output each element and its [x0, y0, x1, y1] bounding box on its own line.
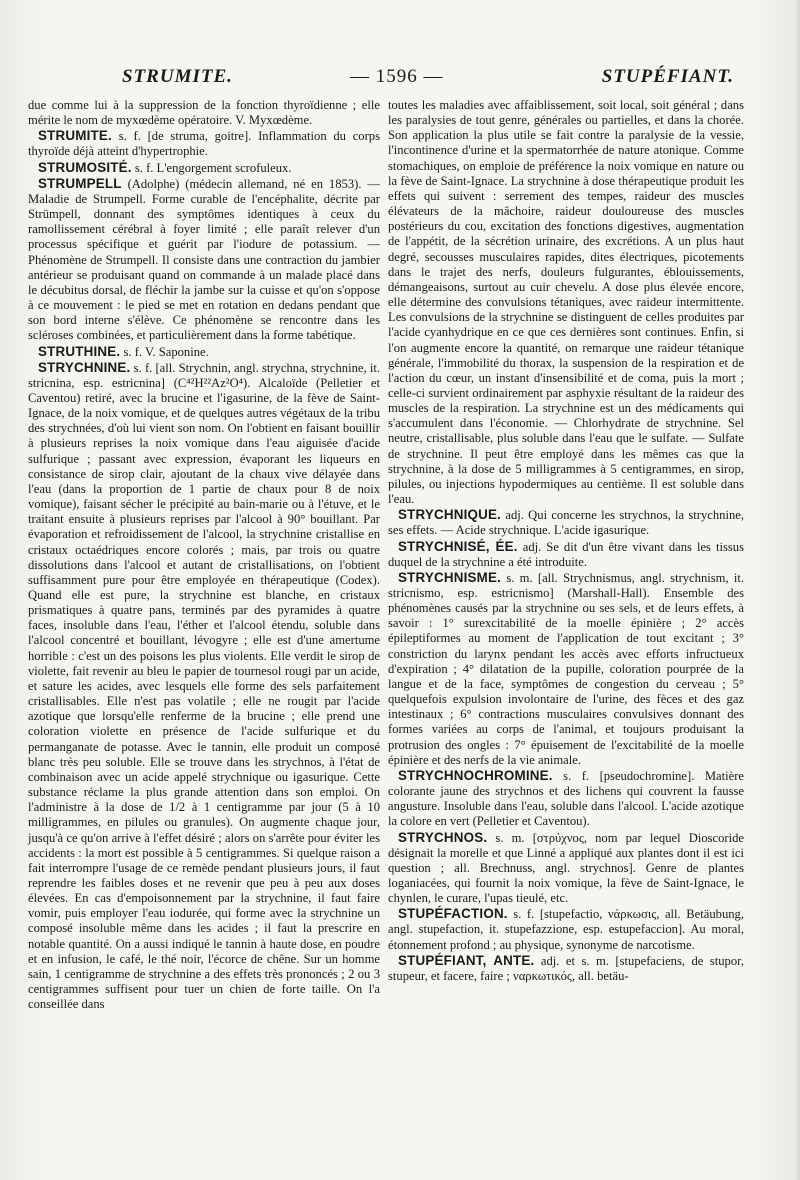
dictionary-entry	[388, 507, 744, 538]
page-edge-shadow	[794, 0, 800, 1180]
page-header	[30, 66, 778, 92]
entry-text: s. f. L'engorgement scrofuleux.	[131, 160, 292, 175]
dictionary-entry	[388, 539, 744, 570]
entry-headword: STUPÉFIANT, ANTE.	[398, 952, 535, 968]
left-column	[28, 98, 380, 1012]
entry-text: due comme lui à la suppression de la fonction thyroïdienne ; elle mérite le nom de myxœdème opératoire. V. Myxœdème.	[28, 98, 380, 128]
running-head-right: STUPÉFIANT.	[601, 66, 734, 87]
dictionary-entry	[388, 830, 744, 907]
dictionary-entry	[28, 128, 380, 159]
entry-headword: STRUMITE.	[38, 128, 112, 144]
entry-headword: STRYCHNISME.	[398, 569, 502, 585]
dictionary-entry	[388, 570, 744, 768]
entry-text: s. m. [all. Strychnismus, angl. strychnism, it. stricnismo, esp. estricnismo] (Marshall-Hall). Ensemble des phénomènes causés par la strychnine ou ses sels, et de leurs effets, à savoir : 1° surexcitabilité de la moelle épinière ; 2° accès épileptiformes au moment de l'application de tout excitant ; 3° constriction du larynx pendant les accès avec efforts infructueux d'expiration ; 4° dilatation de la pupille, coloration pourprée de la langue et de la face, symptômes de congestion du cerveau ; 5° quelquefois expulsion involontaire de l'urine, des fèces et des gaz intestinaux ; 6° contractions musculaires convulsives donnant des formes variées au corps de l'animal, et toujours produisant la protrusion des ongles : 7° épuisement de l'excitabilité de la moelle épinière et des nerfs de la vie animale.	[388, 570, 744, 767]
page-number: — 1596 —	[350, 66, 444, 87]
entry-headword: STRYCHNIQUE.	[398, 507, 502, 523]
entry-text: s. m. [στρύχνος, nom par lequel Dioscoride désignait la morelle et que Linné a appliqué aux plantes dont il est ici question ; all. Brechnuss, angl. strychnos]. Genre de plantes loganiacées, qui fournit la noix vomique, la fève de Saint-Ignace, le chynlen, le curare, l'upas tieulé, etc.	[388, 830, 744, 906]
running-head-left: STRUMITE.	[122, 66, 233, 87]
entry-headword: STRYCHNISÉ, ÉE.	[398, 538, 518, 554]
entry-text: toutes les maladies avec affaiblissement, soit local, soit général ; dans les paralysies de tout genre, générales ou partielles, et dans la chorée. Son application la plus utile se fait contre la paralysie de la vessie, l'incontinence d'urine et la spermatorrhée de nature atonique. Comme stomachiques, on emploie de préférence la noix vomique en nature ou la fève de Saint-Ignace. La strychnine à dose thérapeutique produit les effets qui suivent : serrement des tempes, raideur des muscles élévateurs de la mâchoire, raideur douloureuse des muscles postérieurs du cou, excitation des fonctions digestives, augmentation de l'appétit, de la sécrétion urinaire, des excrétions. A un plus haut degré, secousses musculaires rapides, dites électriques, picotements dans le trajet des nerfs, douleurs fulgurantes, éblouissements, démangeaisons, surtout au cuir chevelu. A dose plus élevée encore, elle détermine des convulsions tétaniques, avec raideur intermittente. Les convulsions de la strychnine se distinguent de celles produites par l'acide cyanhydrique en ce que ces dernières sont continues. Enfin, si l'on augmente encore la quantité, on remarque une raideur tétanique générale, l'immobilité du thorax, la suspension de la respiration et de l'action du cœur, un instant d'insensibilité et de coma, puis la mort ; celle-ci survient ordinairement par asphyxie résultant de la raideur des muscles de la respiration. La strychnine est un des médicaments qui s'accumulent dans l'économie. — Chlorhydrate de strychnine. Sel neutre, cristallisable, plus soluble dans l'eau que le sulfate. — Sulfate de strychnine. Il peut être employé dans les mêmes cas que la strychnine, à la dose de 5 milligrammes à 5 centigrammes, en sirop, pilules, ou injections hypodermiques au centième. Il est soluble dans l'eau.	[388, 98, 744, 507]
entry-text: adj. et s. m. [stupefaciens, de stupor, stupeur, et facere, faire ; ναρκωτικός, all. betäu-	[388, 953, 744, 983]
entry-headword: STRUMOSITÉ.	[38, 159, 132, 175]
entry-text: s. f. [all. Strychnin, angl. strychna, strychnine, it. stricnina, esp. estricnina] (C⁴²H²²Az²O⁴). Alcaloïde (Pelletier et Caventou) retiré, avec la brucine et l'igasurine, de la fève de Saint-Ignace, de la noix vomique, et de quelques autres végétaux de la tribu des strychnées, d'où lui vient son nom. On l'obtient en faisant bouillir à plusieurs reprises la noix vomique dans l'eau aiguisée d'acide sulfurique ; passant avec expression, évaporant les liqueurs en consistance de sirop clair, ajoutant de la chaux vive délayée dans l'eau (dans la proportion de 1 partie de chaux pour 8 de noix vomique), faisant sécher le précipité au bain-marie ou à l'étuve, et le traitant ensuite à plusieurs reprises par l'alcool à 90° bouillant. Par évaporation et refroidissement de l'alcool, la strychnine cristallise en cristaux octaédriques encore colorés ; mais, par trois ou quatre dissolutions dans l'alcool et autant de cristallisations, on l'obtient suffisamment pure pour être employée en thérapeutique (Codex). Quand elle est pure, la strychnine est blanche, en cristaux prismatiques à quatre pans, terminés par des pyramides à quatre faces, insoluble dans l'eau, l'éther et l'alcool étendu, soluble dans l'alcool concentré et bouillant, lévogyre ; elle est d'une amertume horrible : c'est un des poisons les plus violents. Elle verdit le sirop de violette, fait revenir au bleu le papier de tournesol rougi par un acide, et sature les acides, avec lesquels elle forme des sels parfaitement cristallisables. Elle n'est pas volatile ; elle ne rougit par l'acide azotique que lorsqu'elle renferme de la brucine ; elle prend une coloration violette en présence de l'acide sulfurique et du permanganate de potasse. Avec le tannin, elle produit un composé blanc très peu soluble. Elle se trouve dans les strychnos, à l'état de combinaison avec un acide appelé strychnique ou igasurique. Cette substance réclame la plus grande attention dans son emploi. On l'administre à la dose de 1/2 à 1 centigramme par jour (5 à 10 milligrammes, en pilules ou granules). On augmente chaque jour, jusqu'à ce qu'on arrive à l'effet désiré ; alors on s'arrête pour éviter les accidents : la mort est possible à 5 centigrammes. Si quelque raison a fait interrompre l'usage de ce remède pendant plusieurs jours, il faut reprendre les faibles doses et ne revenir que peu à peu aux doses élevées. En cas d'empoisonnement par la strychnine, il faut faire vomir, puis employer l'eau iodurée, qui forme avec la strychnine un composé insoluble même dans les acides ; il faut la prescrire en notable quantité. On a aussi indiqué le tannin à haute dose, en poudre et en infusion, le café, le thé noir, l'écorce de chêne. Sur un homme sain, 1 centigramme de strychnine a des effets très prononcés ; 2 ou 3 centigrammes suffisent pour tuer un chien de forte taille. On l'a conseillée dans	[28, 360, 380, 1012]
dictionary-entry	[28, 360, 380, 1013]
entry-text: s. f. [stupefactio, νάρκωσις, all. Betäubung, angl. stupefaction, it. stupefazzione, esp. estupefaccion]. Au moral, étonnement profond ; au physique, synonyme de narcotisme.	[388, 907, 744, 952]
entry-text: s. f. V. Saponine.	[120, 344, 209, 359]
entry-headword: STRYCHNOCHROMINE.	[398, 767, 553, 783]
dictionary-entry	[388, 953, 744, 984]
dictionary-entry	[388, 906, 744, 952]
entry-text: s. f. [de struma, goitre]. Inflammation du corps thyroïde déjà atteint d'hypertrophie.	[28, 129, 380, 159]
entry-headword: STRUTHINE.	[38, 343, 121, 359]
entry-text: adj. Qui concerne les strychnos, la strychnine, ses effets. — Acide strychnique. L'acide igasurique.	[388, 508, 744, 538]
dictionary-entry	[28, 344, 380, 360]
entry-continuation	[28, 98, 380, 128]
entry-text: s. f. [pseudochromine]. Matière colorante jaune des strychnos et des lichens qui couvrent la fausse angusture. Insoluble dans l'eau, soluble dans l'alcool. L'acide azotique la colore en vert (Pelletier et Caventou).	[388, 768, 744, 829]
dictionary-entry	[388, 768, 744, 830]
entry-headword: STRYCHNOS.	[398, 829, 488, 845]
dictionary-entry	[28, 176, 380, 344]
entry-headword: STUPÉFACTION.	[398, 906, 508, 922]
entry-headword: STRUMPELL	[38, 175, 122, 191]
entry-continuation	[388, 98, 744, 507]
entry-text: adj. Se dit d'un être vivant dans les tissus duquel de la strychnine a été introduite.	[388, 539, 744, 569]
right-column	[388, 98, 744, 984]
entry-text: (Adolphe) (médecin allemand, né en 1853). — Maladie de Strumpell. Forme curable de l'encéphalite, décrite par Strümpell, donnant des symptômes identiques à ceux du ramollissement cérébral à foyer limité ; elle paraît relever d'un processus spécifique et guérit par l'iodure de potassium. — Phénomène de Strumpell. Il consiste dans une contraction du jambier antérieur se produisant quand on commande à un malade placé dans le décubitus dorsal, de fléchir la jambe sur la cuisse et qu'on s'oppose à ce mouvement : le pied se met en rotation en dedans pendant que son bord interne s'élève. Ce phénomène se rencontre dans les scléroses combinées, et particulièrement dans la forme tabétique.	[28, 176, 380, 343]
dictionary-entry	[28, 160, 380, 176]
entry-headword: STRYCHNINE.	[38, 359, 131, 375]
